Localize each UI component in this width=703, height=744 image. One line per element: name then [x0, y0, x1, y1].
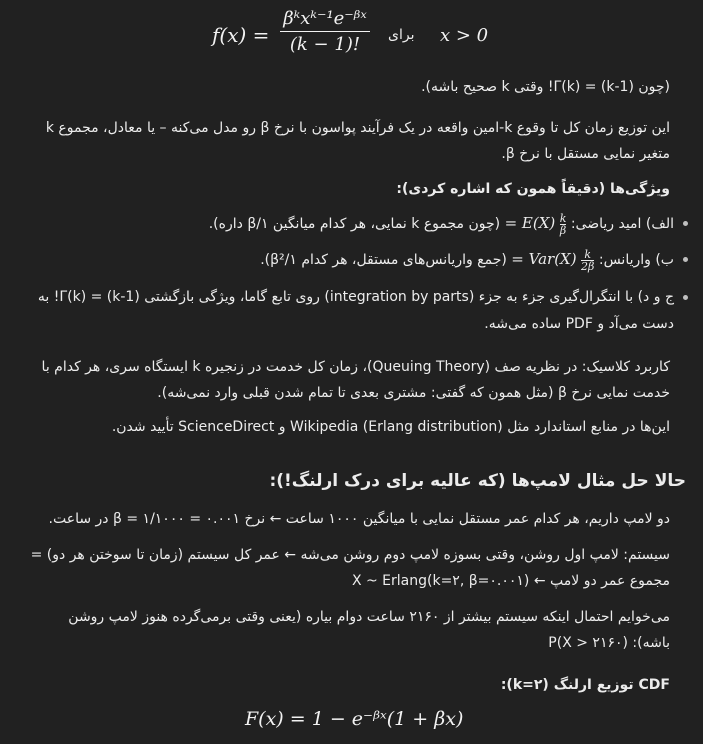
bullet-expectation	[30, 210, 690, 238]
section-heading: حالا حل مثال لامپ‌ها (که عالیه برای درک ارلنگ!):	[269, 471, 686, 491]
paragraph-sources: این‌ها در منابع استاندارد مثل Wikipedia (Erlang distribution) و ScienceDirect تأیید شدن.	[111, 419, 670, 435]
variance-fraction: $\frac{k}{2\beta}$	[581, 247, 595, 273]
paragraph-application: کاربرد کلاسیک: در نظریه صف (Queuing Theory)، زمان کل خدمت در زنجیره k ایستگاه سری، هر کدام با خدمت نمایی نرخ β (مثل همون که گفتی: مشتری بعدی تا تمام شدن قبلی وارد نمی‌شه).	[41, 359, 670, 401]
formula-word: برای	[388, 27, 415, 43]
bullet-dot	[683, 295, 688, 300]
bullet-gamma-text: ج و د) با انتگرال‌گیری جزء به جزء (integration by parts) روی تابع گاما، ویژگی بازگشتی Γ(k) = (k-1)! به دست می‌آد و PDF ساده می‌شه.	[37, 289, 674, 332]
variance-math: = Var(X)	[511, 250, 577, 268]
bullet-variance-label: ب) واریانس:	[598, 252, 674, 268]
bullet-expectation-label: الف) امید ریاضی:	[570, 216, 674, 232]
bullet-dot	[683, 221, 688, 226]
paragraph-definition: این توزیع زمان کل تا وقوع k-امین واقعه در یک فرآیند پواسون با نرخ β رو مدل می‌کنه – یا معادل، مجموع k متغیر نمایی مستقل با نرخ β.	[45, 120, 670, 162]
paragraph-properties-title: ویژگی‌ها (دقیقاً همون که اشاره کردی):	[396, 181, 670, 197]
fraction-bar	[280, 31, 370, 32]
paragraph-system: سیستم: لامپ اول روشن، وقتی بسوزه لامپ دوم روشن می‌شه ← عمر کل سیستم (زمان تا سوختن هر دو) = مجموع عمر دو لامپ ← X ~ Erlang(k=۲, β=۰.۰۰۱)	[30, 547, 670, 589]
formula-condition: x > 0	[440, 25, 489, 46]
expectation-fraction: $\frac{k}{\beta}$	[559, 211, 567, 237]
bullet-dot	[683, 257, 688, 262]
formula-numerator: βᵏxᵏ⁻¹e⁻ᵝˣ	[283, 8, 367, 29]
top-formula	[200, 6, 500, 66]
expectation-math: = E(X)	[504, 214, 556, 232]
bullet-variance	[30, 246, 690, 274]
formula-fraction	[280, 8, 370, 55]
bullet-variance-tail: (جمع واریانس‌های مستقل، هر کدام β²/۱).	[260, 252, 507, 268]
paragraph-cdf-title: CDF توزیع ارلنگ (k=۲):	[500, 677, 670, 693]
bottom-formula: F(x) = 1 − e⁻ᵝˣ(1 + βx)	[245, 708, 464, 730]
paragraph-lamps: دو لامپ داریم، هر کدام عمر مستقل نمایی با میانگین ۱۰۰۰ ساعت ← نرخ ۰.۰۰۱ = ۱/۱۰۰۰ = β در ساعت.	[48, 511, 670, 527]
paragraph-gamma-note: (چون Γ(k) = (k-1)! وقتی k صحیح باشه).	[421, 79, 670, 95]
formula-lhs: f(x) =	[212, 23, 270, 47]
paragraph-probability: می‌خوایم احتمال اینکه سیستم بیشتر از ۲۱۶۰ ساعت دوام بیاره (یعنی وقتی برمی‌گرده هنوز لامپ روشن باشه): P(X > ۲۱۶۰)	[68, 609, 670, 651]
bullet-expectation-tail: (چون مجموع k نمایی، هر کدام میانگین β/۱ داره).	[208, 216, 501, 232]
bullet-gamma-recursion	[30, 284, 690, 338]
formula-denominator: (k − 1)!	[289, 34, 361, 55]
